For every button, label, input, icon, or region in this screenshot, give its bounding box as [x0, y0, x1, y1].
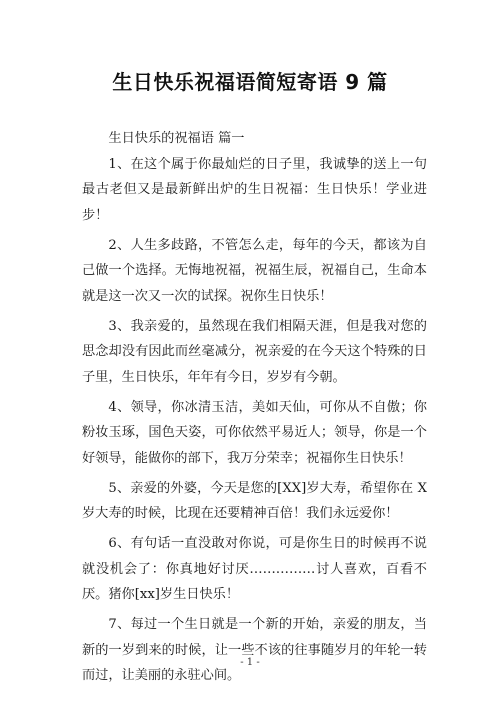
document-title: 生日快乐祝福语简短寄语 9 篇 [112, 70, 388, 94]
section-heading: 生日快乐的祝福语 篇一 [108, 131, 245, 146]
paragraph-6: 6、有句话一直没敢对你说，可是你生日的时候再不说就没机会了：你真地好讨厌……………讨人喜欢，百看不厌。猪你[xx]岁生日快乐！ [82, 536, 427, 602]
paragraph-5: 5、亲爱的外婆，今天是您的[XX]岁大寿，希望你在 X岁大寿的时候，比现在还要精神百倍！我们永远爱你！ [82, 480, 427, 521]
paragraph-3: 3、我亲爱的，虽然现在我们相隔天涯，但是我对您的思念却没有因此而丝毫减分，祝亲爱的在今天这个特殊的日子里，生日快乐，年年有今日，岁岁有今朝。 [82, 318, 427, 385]
paragraph-4: 4、领导，你冰清玉洁，美如天仙，可你从不自傲；你粉妆玉琢，国色天姿，可你依然平易近人；领导，你是一个好领导，能做你的部下，我万分荣幸；祝福你生日快乐！ [82, 399, 427, 466]
paragraph-1: 1、在这个属于你最灿烂的日子里，我诚挚的送上一句最古老但又是最新鲜出炉的生日祝福：生日快乐！学业进步！ [82, 156, 427, 223]
paragraph-7: 7、每过一个生日就是一个新的开始，亲爱的朋友，当新的一岁到来的时候，让一些不该的往事随岁月的年轮一转而过，让美丽的永驻心间。 [82, 617, 427, 683]
paragraph-2: 2、人生多歧路，不管怎么走，每年的今天，都该为自己做一个选择。无悔地祝福，祝福生辰，祝福自己，生命本就是这一次又一次的试探。祝你生日快乐！ [82, 237, 427, 304]
page-number: - 1 - [240, 657, 260, 668]
document-body [82, 126, 427, 693]
